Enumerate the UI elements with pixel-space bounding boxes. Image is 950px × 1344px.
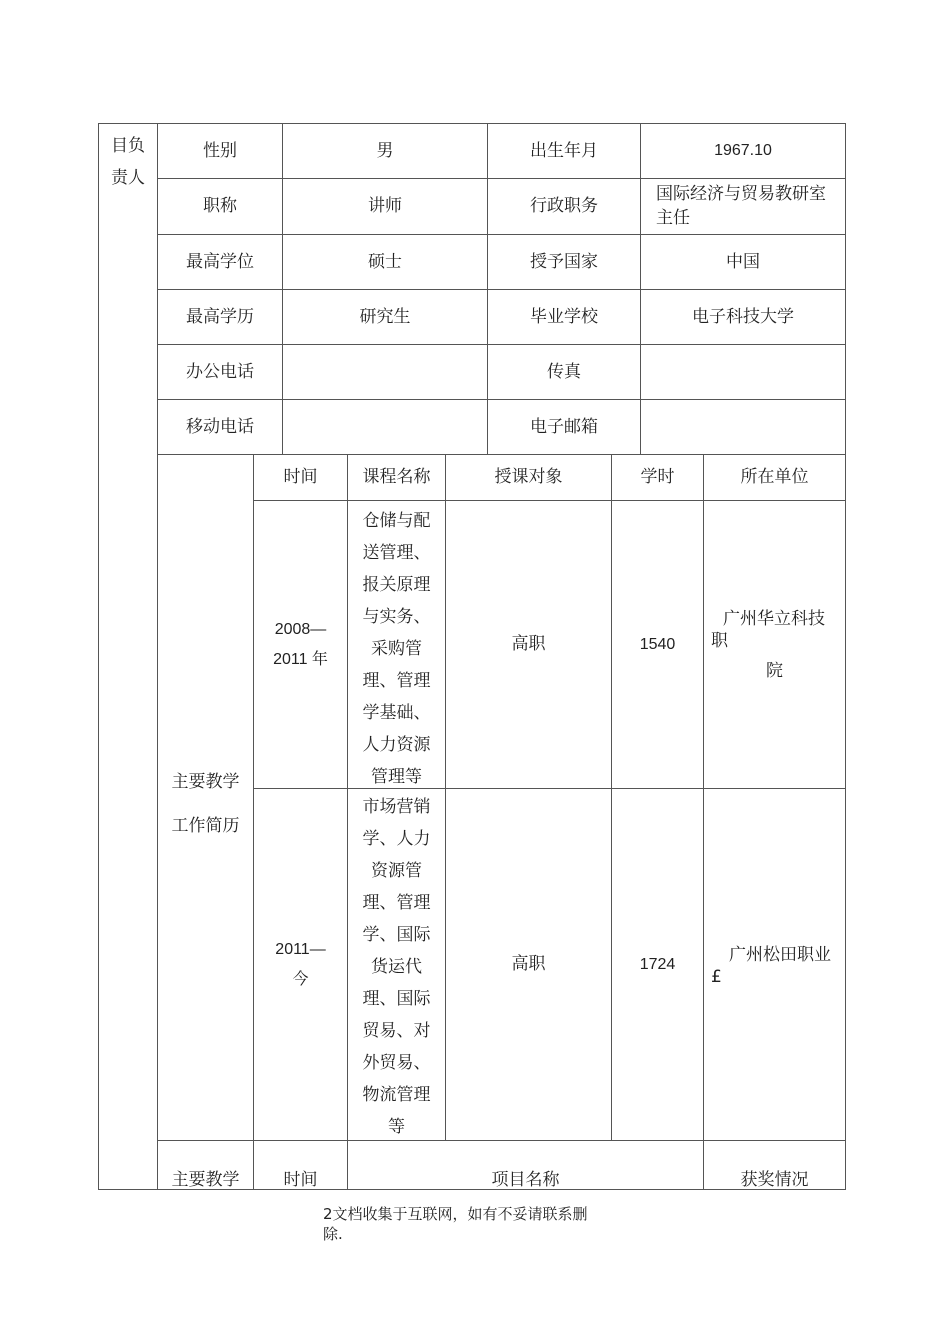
course-line: 理、管理 [362, 671, 431, 691]
course-line: 货运代 [371, 957, 422, 977]
fax-label: 传真 [547, 361, 581, 382]
mobile-label: 移动电话 [186, 416, 254, 437]
unit-line: 广州华立科技 [723, 609, 825, 629]
entry-target: 高职 [511, 954, 546, 975]
degree-label: 最高学位 [186, 251, 254, 272]
position-label: 行政职务 [530, 196, 598, 217]
entry-unit [704, 944, 845, 988]
entry-time-line: 2011— [275, 941, 326, 958]
entry-hours: 1540 [639, 635, 676, 653]
footer-note [323, 1204, 633, 1244]
course-line: 报关原理 [362, 575, 431, 595]
teaching-label-line: 主要教学 [171, 772, 240, 792]
position-value [656, 182, 842, 230]
teaching-label-line: 工作简历 [171, 816, 240, 836]
title-value: 讲师 [368, 196, 402, 217]
country-value: 中国 [726, 251, 760, 272]
position-value-line: 国际经济与贸易教研室 [656, 184, 826, 204]
position-value-line: 主任 [656, 208, 690, 228]
course-line: 采购管 [371, 639, 422, 659]
fax-value[interactable] [641, 345, 845, 399]
course-line: 送管理、 [362, 543, 431, 563]
header-unit: 所在单位 [740, 467, 809, 488]
gender-label: 性别 [203, 140, 237, 161]
unit-line: £ [711, 967, 722, 987]
course-line: 外贸易、 [362, 1053, 431, 1073]
email-value[interactable] [641, 400, 845, 454]
course-line: 与实务、 [362, 607, 431, 627]
research-section-label: 主要教学 [171, 1170, 240, 1190]
research-time-header: 时间 [283, 1170, 318, 1190]
title-label: 职称 [203, 196, 237, 217]
degree-value: 硕士 [368, 251, 402, 272]
entry-unit [704, 608, 845, 682]
course-line: 理、国际 [362, 989, 431, 1009]
course-line: 资源管 [371, 861, 422, 881]
research-award-header: 获奖情况 [740, 1170, 809, 1190]
course-line: 理、管理 [362, 893, 431, 913]
entry-courses [348, 505, 445, 793]
entry-time [254, 615, 347, 675]
divider [703, 454, 704, 1190]
country-label: 授予国家 [530, 251, 598, 272]
footer-line: 2文档收集于互联网，如有不妥请联系删 [323, 1205, 588, 1223]
unit-line: 院 [766, 661, 783, 681]
office-phone-value[interactable] [283, 345, 487, 399]
header-hours: 学时 [640, 467, 675, 488]
course-line: 学基础、 [362, 703, 431, 723]
course-line: 等 [388, 1117, 405, 1137]
course-line: 市场营销 [362, 797, 431, 817]
footer-line: 除. [323, 1225, 343, 1243]
unit-line: 职 [711, 631, 728, 651]
course-line: 管理等 [371, 767, 422, 787]
entry-time [254, 935, 347, 995]
header-time: 时间 [283, 467, 318, 488]
teaching-section-label [158, 760, 253, 848]
entry-time-line: 2008— [274, 621, 327, 638]
header-course: 课程名称 [362, 467, 431, 488]
divider [157, 1140, 846, 1141]
education-label: 最高学历 [186, 306, 254, 327]
office-phone-label: 办公电话 [186, 361, 254, 382]
course-line: 学、人力 [362, 829, 431, 849]
gender-value: 男 [376, 140, 394, 161]
education-value: 研究生 [359, 306, 411, 327]
divider [253, 454, 254, 1190]
leader-label-line: 责人 [111, 168, 145, 188]
entry-target: 高职 [511, 634, 546, 655]
birth-label: 出生年月 [530, 140, 598, 161]
table-border-left [98, 123, 99, 1190]
entry-time-line: 今 [292, 971, 309, 988]
mobile-value[interactable] [283, 400, 487, 454]
header-target: 授课对象 [494, 467, 563, 488]
table-border-right [845, 123, 846, 1190]
research-project-header: 项目名称 [491, 1170, 560, 1190]
birth-value: 1967.10 [714, 142, 772, 160]
course-line: 物流管理 [362, 1085, 431, 1105]
school-label: 毕业学校 [530, 306, 598, 327]
unit-line: 广州松田职业 [729, 945, 831, 965]
entry-courses [348, 791, 445, 1143]
leader-label-line: 目负 [111, 136, 145, 156]
project-leader-label [99, 130, 157, 194]
school-value: 电子科技大学 [692, 306, 794, 327]
course-line: 贸易、对 [362, 1021, 431, 1041]
course-line: 学、国际 [362, 925, 431, 945]
entry-time-line: 2011 年 [273, 651, 328, 668]
course-line: 仓储与配 [362, 511, 431, 531]
course-line: 人力资源 [362, 735, 431, 755]
email-label: 电子邮箱 [530, 416, 598, 437]
entry-hours: 1724 [639, 955, 676, 973]
